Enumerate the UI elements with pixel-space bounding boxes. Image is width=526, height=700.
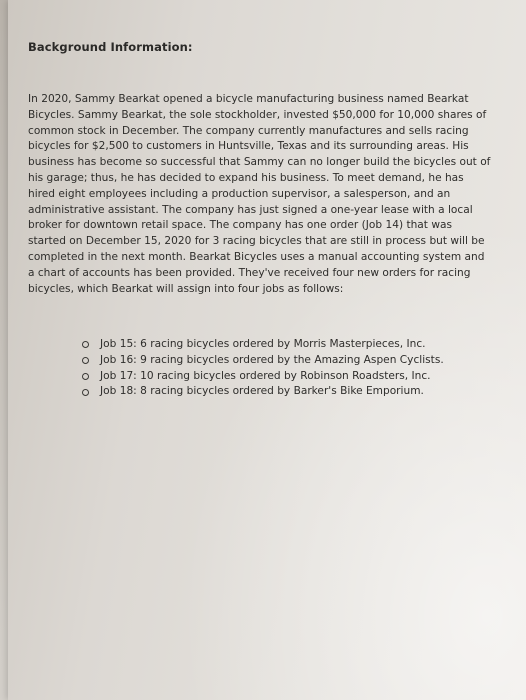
paragraph-line: broker for downtown retail space. The company has one order (Job 14) that was (28, 219, 452, 232)
list-item (82, 337, 444, 353)
section-heading: Background Information: (28, 40, 193, 54)
list-item (82, 369, 444, 385)
job-text: Job 16: 9 racing bicycles ordered by the Amazing Aspen Cyclists. (100, 353, 444, 366)
paper-page (8, 0, 526, 700)
hollow-bullet-icon (82, 357, 89, 364)
paragraph-line: hired eight employees including a production supervisor, a salesperson, and an (28, 187, 451, 200)
paragraph-line: completed in the next month. Bearkat Bicycles uses a manual accounting system and (28, 250, 485, 263)
paragraph-line: bicycles, which Bearkat will assign into four jobs as follows: (28, 282, 344, 295)
job-text: Job 17: 10 racing bicycles ordered by Robinson Roadsters, Inc. (100, 369, 431, 382)
job-list (82, 337, 444, 400)
hollow-bullet-icon (82, 389, 89, 396)
background-paragraph (28, 92, 520, 297)
paragraph-line: common stock in December. The company currently manufactures and sells racing (28, 124, 469, 137)
list-item (82, 384, 444, 400)
paragraph-line: Bicycles. Sammy Bearkat, the sole stockholder, invested $50,000 for 10,000 shares of (28, 108, 487, 121)
hollow-bullet-icon (82, 373, 89, 380)
paragraph-line: started on December 15, 2020 for 3 racing bicycles that are still in process but will be (28, 235, 485, 248)
paragraph-line: administrative assistant. The company has just signed a one-year lease with a local (28, 203, 473, 216)
job-text: Job 18: 8 racing bicycles ordered by Barker's Bike Emporium. (100, 385, 424, 398)
paragraph-line: business has become so successful that Sammy can no longer build the bicycles out of (28, 156, 491, 169)
hollow-bullet-icon (82, 341, 89, 348)
list-item (82, 353, 444, 369)
paragraph-line: In 2020, Sammy Bearkat opened a bicycle manufacturing business named Bearkat (28, 93, 469, 105)
job-text: Job 15: 6 racing bicycles ordered by Morris Masterpieces, Inc. (100, 338, 426, 350)
paragraph-line: his garage; thus, he has decided to expand his business. To meet demand, he has (28, 171, 464, 184)
paragraph-line: a chart of accounts has been provided. They've received four new orders for racing (28, 266, 471, 279)
paragraph-line: bicycles for $2,500 to customers in Huntsville, Texas and its surrounding areas. His (28, 140, 469, 153)
